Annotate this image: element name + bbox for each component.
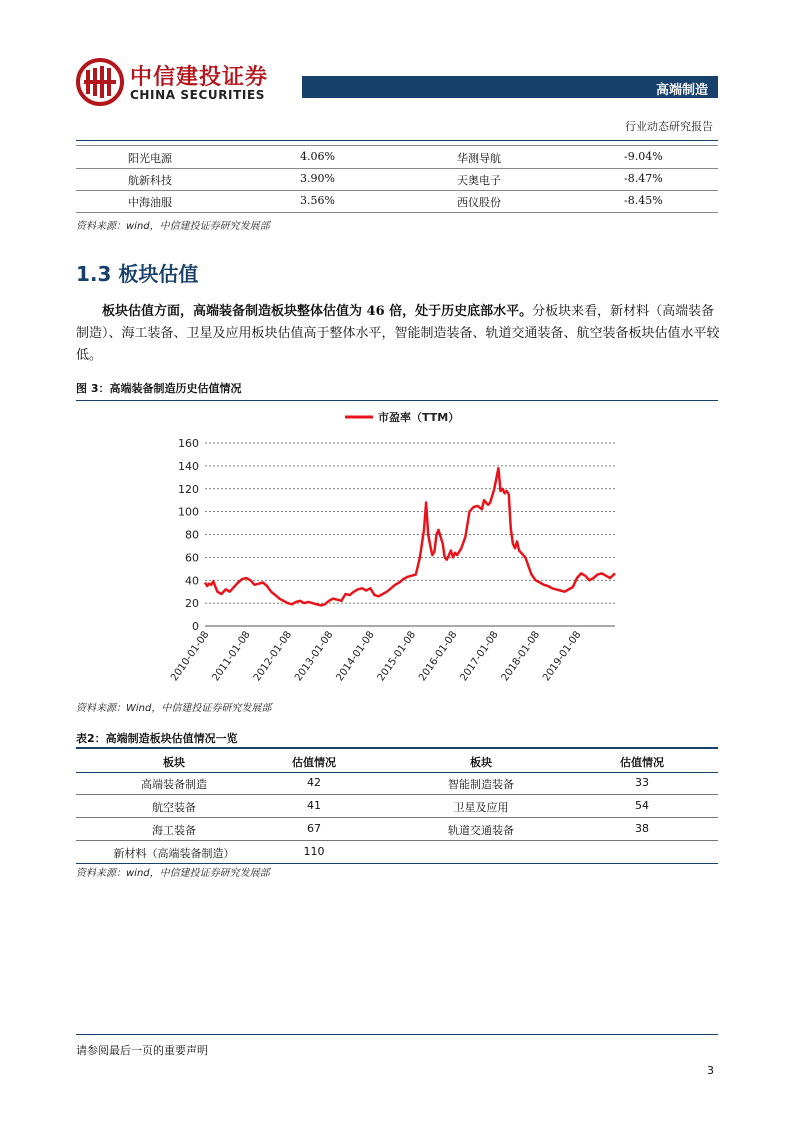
table-cell: 轨道交通装备 — [448, 824, 514, 837]
disclaimer-note: 请参阅最后一页的重要声明 — [76, 1044, 208, 1057]
table-cell: 中海油服 — [128, 196, 172, 209]
table-cell: 54 — [635, 799, 649, 812]
y-tick-label: 80 — [185, 528, 199, 542]
table-cell: 航空装备 — [152, 801, 196, 814]
x-tick-label: 2014-01-08 — [334, 629, 377, 684]
table-cell: 智能制造装备 — [448, 778, 514, 791]
x-tick-label: 2018-01-08 — [499, 629, 543, 684]
table-header-cell: 板块 — [470, 756, 492, 769]
table-cell: -9.04% — [624, 150, 663, 163]
table-cell: 卫星及应用 — [453, 801, 509, 814]
table-cell: 阳光电源 — [128, 152, 172, 165]
table-row — [76, 817, 718, 841]
table-cell: 110 — [303, 845, 325, 858]
brand-name-cn: 中信建投证券 — [130, 65, 269, 90]
paragraph-lead: 板块估值方面，高端装备制造板块整体估值为 46 倍，处于历史底部水平。 — [102, 304, 533, 319]
table-row — [76, 794, 718, 818]
x-tick-label: 2010-01-08 — [169, 629, 212, 684]
page-number: 3 — [707, 1064, 714, 1077]
y-tick-label: 140 — [178, 459, 199, 473]
y-tick-label: 20 — [185, 597, 199, 611]
x-tick-label: 2013-01-08 — [293, 629, 336, 684]
table2-source-note: 资料来源：wind，中信建投证券研究发展部 — [76, 868, 270, 879]
table-cell: 3.56% — [300, 194, 335, 207]
y-tick-label: 100 — [178, 505, 199, 519]
table-source-note: 资料来源：wind，中信建投证券研究发展部 — [76, 221, 270, 232]
table-cell: 33 — [635, 776, 649, 789]
paragraph-body: 分板块来看，新材料（高端装备制造）、海工装备、卫星及应用板块估值高于整体水平，智能制造装备、轨道交通装备、航空装备板块估值水平较低。 — [76, 304, 720, 363]
table-cell: 3.90% — [300, 172, 335, 185]
brand-name-en: CHINA SECURITIES — [130, 88, 266, 102]
table-row — [76, 190, 718, 213]
table-cell: 天奥电子 — [457, 174, 501, 187]
chart-grid — [205, 443, 615, 626]
y-tick-label: 0 — [192, 620, 199, 633]
section-heading: 1.3 板块估值 — [76, 262, 199, 286]
table-header-cell: 板块 — [163, 756, 185, 769]
pe-history-chart — [160, 405, 630, 695]
table-cell: 42 — [307, 776, 321, 789]
table-row — [76, 771, 718, 795]
table2-title: 表2：高端制造板块估值情况一览 — [76, 732, 238, 745]
table-cell: 高端装备制造 — [141, 778, 207, 791]
table-cell: 4.06% — [300, 150, 335, 163]
figure-title: 图 3：高端装备制造历史估值情况 — [76, 380, 718, 401]
table-cell: 华测导航 — [457, 152, 501, 165]
table-cell: 西仪股份 — [457, 196, 501, 209]
y-axis-ticks — [178, 437, 199, 633]
x-axis-ticks — [169, 629, 583, 683]
table-row — [76, 840, 718, 864]
y-tick-label: 120 — [178, 482, 199, 496]
figure-source-note: 资料来源：Wind，中信建投证券研究发展部 — [76, 703, 272, 714]
table-header-row — [76, 747, 718, 773]
table-row — [76, 146, 718, 169]
x-tick-label: 2012-01-08 — [251, 629, 295, 684]
table-cell: -8.45% — [624, 194, 663, 207]
y-tick-label: 160 — [178, 437, 199, 450]
report-type: 行业动态研究报告 — [625, 120, 713, 133]
table-row — [76, 168, 718, 191]
table-header-cell: 估值情况 — [620, 756, 664, 769]
x-tick-label: 2017-01-08 — [458, 629, 501, 684]
x-tick-label: 2011-01-08 — [210, 629, 253, 684]
section-banner — [302, 76, 718, 98]
y-tick-label: 60 — [185, 551, 199, 565]
y-tick-label: 40 — [185, 574, 199, 588]
x-tick-label: 2016-01-08 — [417, 629, 460, 684]
legend-label: 市盈率（TTM） — [378, 411, 460, 424]
footer-divider — [76, 1034, 718, 1035]
header-divider — [76, 140, 718, 141]
x-tick-label: 2015-01-08 — [375, 629, 419, 684]
table-cell: 航新科技 — [128, 174, 172, 187]
section-title: 高端制造 — [655, 83, 708, 98]
valuation-table — [76, 747, 718, 862]
table-cell: 41 — [307, 799, 321, 812]
table-cell: 海工装备 — [152, 824, 196, 837]
table-cell: 新材料（高端装备制造） — [113, 847, 235, 860]
china-securities-logo-icon — [76, 58, 124, 106]
body-paragraph — [76, 301, 720, 367]
x-tick-label: 2019-01-08 — [541, 629, 584, 684]
table-cell: -8.47% — [624, 172, 663, 185]
table-cell: 67 — [307, 822, 321, 835]
table-header-cell: 估值情况 — [292, 756, 336, 769]
table-cell: 38 — [635, 822, 649, 835]
